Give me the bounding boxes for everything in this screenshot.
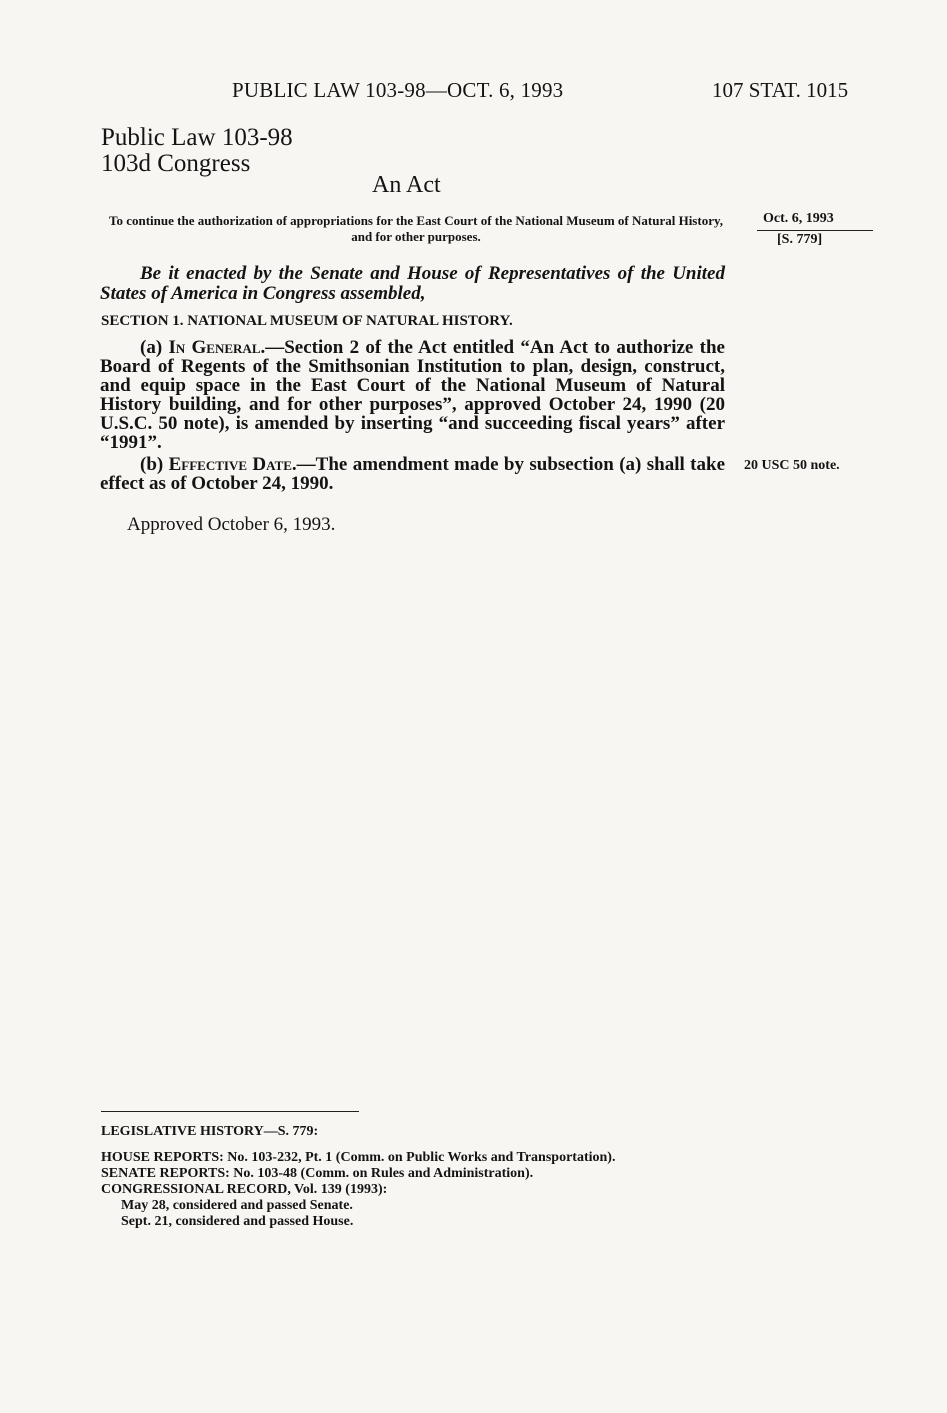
subsection-b xyxy=(100,455,725,493)
record-entry: Sept. 21, considered and passed House. xyxy=(121,1214,354,1229)
section-heading: SECTION 1. NATIONAL MUSEUM OF NATURAL HISTORY. xyxy=(101,313,513,329)
subsection-b-title: Effective Date xyxy=(168,454,292,475)
subsection-a-title: In General xyxy=(168,337,261,358)
congress-number: 103d Congress xyxy=(101,150,251,177)
subsection-b-label: (b) xyxy=(140,454,169,475)
sidenote-bill-number: [S. 779] xyxy=(777,232,823,247)
record-entry: May 28, considered and passed Senate. xyxy=(121,1198,353,1213)
sidenote-divider xyxy=(757,230,873,231)
legislative-history-title: LEGISLATIVE HISTORY—S. 779: xyxy=(101,1124,319,1139)
approval-line: Approved October 6, 1993. xyxy=(127,514,336,535)
sidenote-date: Oct. 6, 1993 xyxy=(763,211,834,226)
senate-reports-line: SENATE REPORTS: No. 103-48 (Comm. on Rules and Administration). xyxy=(101,1166,534,1181)
purpose-statement: To continue the authorization of appropriations for the East Court of the National Museum of Natural History, and for other purposes. xyxy=(108,213,723,244)
usc-margin-note: 20 USC 50 note. xyxy=(744,458,840,473)
legislative-history-divider xyxy=(101,1111,359,1112)
act-heading: An Act xyxy=(372,172,441,198)
subsection-a-text: .—Section 2 of the Act entitled “An Act to authorize the Board of Regents of the Smithsonian Institution to plan, design, construct, and equip space in the East Court of the National Museum of Natural History building, and for other purposes”, approved October 24, 1990 (20 U.S.C. 50 note), is amended by inserting “and succeeding fiscal years” after “1991”. xyxy=(100,337,725,453)
running-header: PUBLIC LAW 103-98—OCT. 6, 1993 xyxy=(232,78,564,102)
public-law-number: Public Law 103-98 xyxy=(101,124,293,151)
subsection-a-label: (a) xyxy=(140,337,169,358)
enacting-clause: Be it enacted by the Senate and House of Representatives of the United States of America in Congress assembled, xyxy=(100,263,725,304)
subsection-b-text: .—The amendment made by subsection (a) shall take effect as of October 24, 1990. xyxy=(100,454,726,494)
subsection-a xyxy=(100,338,725,452)
house-reports-line: HOUSE REPORTS: No. 103-232, Pt. 1 (Comm. on Public Works and Transportation). xyxy=(101,1150,616,1165)
congressional-record-line: CONGRESSIONAL RECORD, Vol. 139 (1993): xyxy=(101,1182,388,1197)
statute-page-citation: 107 STAT. 1015 xyxy=(712,78,849,102)
